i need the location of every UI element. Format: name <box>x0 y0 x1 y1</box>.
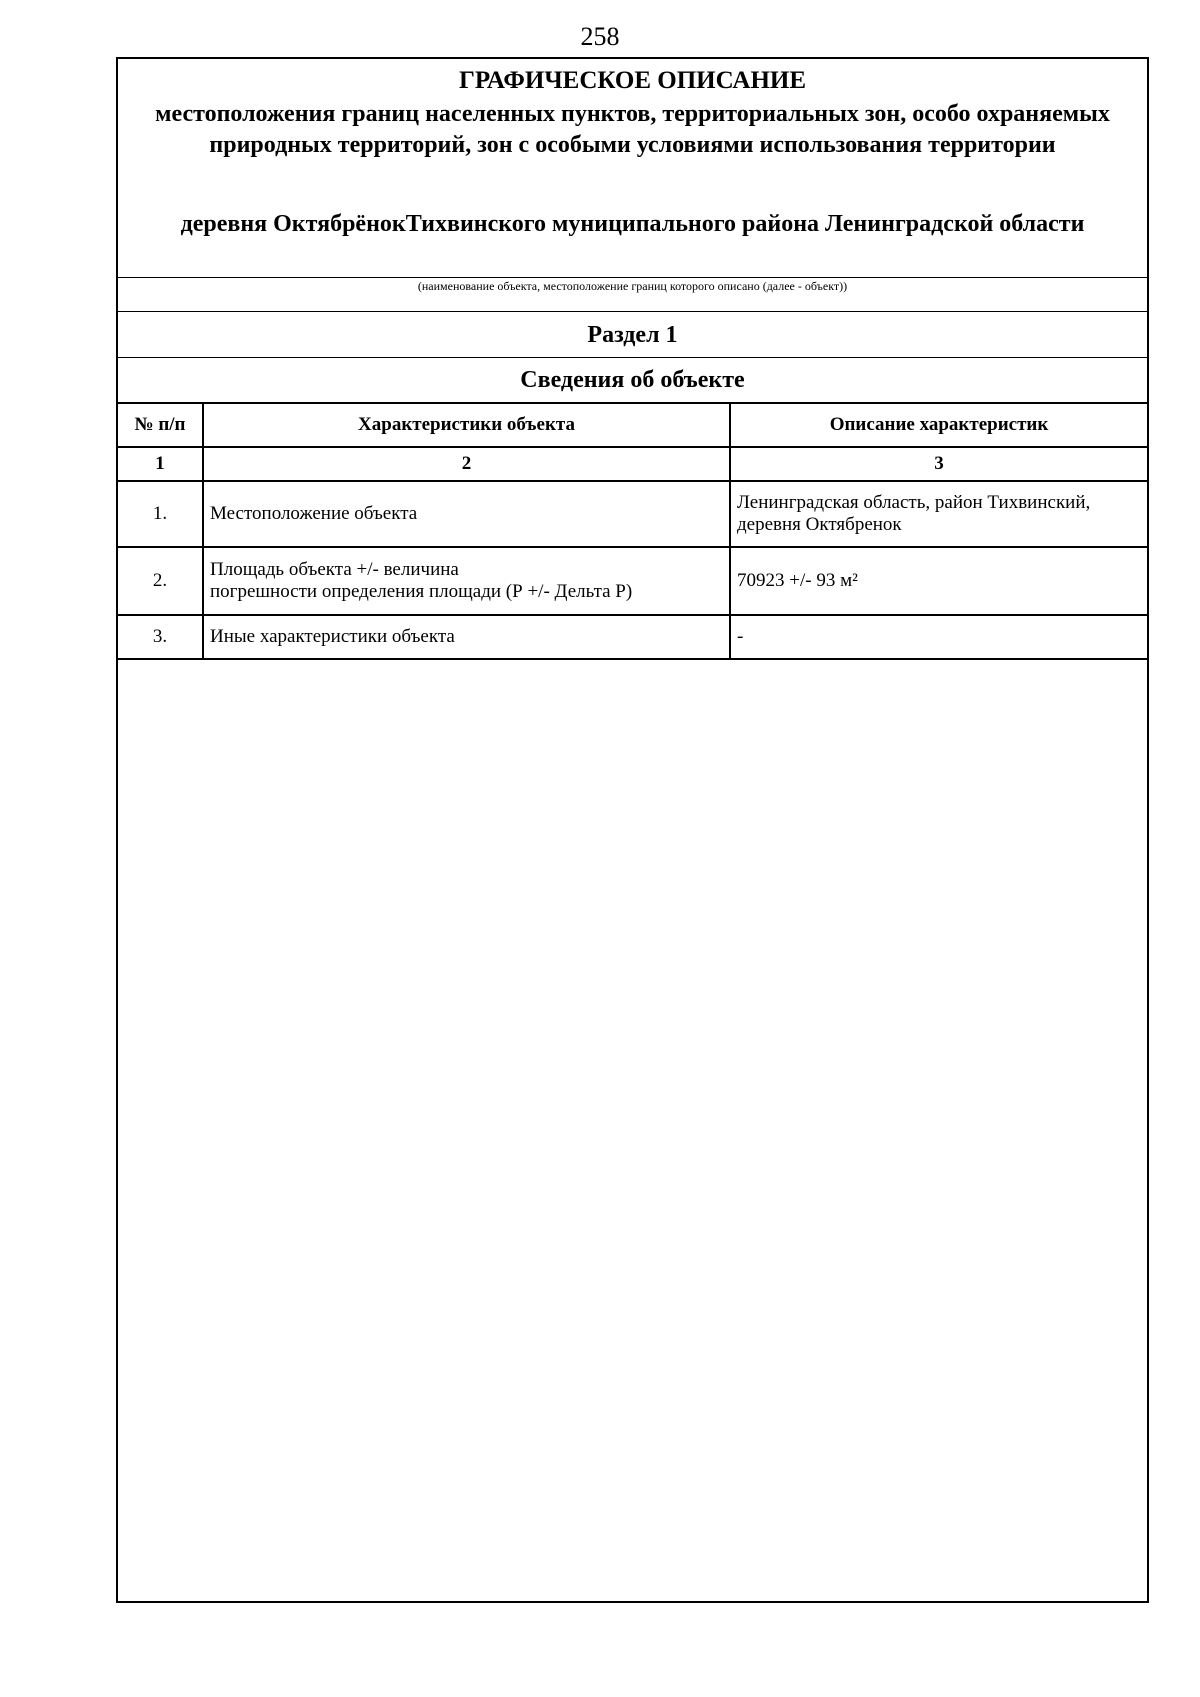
characteristic-text: погрешности определения площади (Р +/- Дельта Р) <box>210 581 633 602</box>
divider <box>118 277 1147 278</box>
column-number: 2 <box>203 447 730 481</box>
row-number: 2. <box>117 547 203 615</box>
column-number: 1 <box>117 447 203 481</box>
divider <box>118 311 1147 312</box>
row-number: 3. <box>117 615 203 659</box>
section-label: Раздел 1 <box>587 322 678 348</box>
column-number-row <box>117 447 1148 481</box>
column-header-number: № п/п <box>117 403 203 447</box>
table-row <box>117 481 1148 547</box>
row-description <box>730 547 1148 615</box>
column-header-description: Описание характеристик <box>730 403 1148 447</box>
description-text: 70923 +/- 93 м² <box>737 570 858 591</box>
object-info-table <box>116 402 1149 660</box>
characteristic-text: Площадь объекта +/- величина <box>210 559 459 580</box>
row-description <box>730 481 1148 547</box>
characteristic-text: Местоположение объекта <box>210 503 418 524</box>
column-number: 3 <box>730 447 1148 481</box>
document-header <box>118 59 1147 277</box>
column-header-characteristic: Характеристики объекта <box>203 403 730 447</box>
document-frame <box>116 57 1149 1603</box>
description-text: - <box>737 626 744 647</box>
section-heading: Сведения об объекте <box>520 367 745 393</box>
object-name-caption: (наименование объекта, местоположение границ которого описано (далее - объект)) <box>417 279 848 293</box>
row-characteristic <box>203 547 730 615</box>
table-row <box>117 547 1148 615</box>
row-characteristic <box>203 481 730 547</box>
divider <box>118 357 1147 358</box>
document-title: ГРАФИЧЕСКОЕ ОПИСАНИЕ <box>458 67 807 94</box>
table-header-row <box>117 403 1148 447</box>
description-text: Ленинградская область, район Тихвинский, <box>737 492 1091 513</box>
row-characteristic <box>203 615 730 659</box>
description-text: деревня Октябренок <box>737 514 902 535</box>
page-number: 258 <box>580 22 620 51</box>
object-name: деревня ОктябрёнокТихвинского муниципального района Ленинградской области <box>180 211 1085 237</box>
table-body <box>117 447 1148 659</box>
row-number: 1. <box>117 481 203 547</box>
row-description <box>730 615 1148 659</box>
characteristic-text: Иные характеристики объекта <box>210 626 455 647</box>
table-row <box>117 615 1148 659</box>
document-subtitle: местоположения границ населенных пунктов, территориальных зон, особо охраняемых природных территорий, зон с особыми условиями использования территории <box>155 101 1110 158</box>
